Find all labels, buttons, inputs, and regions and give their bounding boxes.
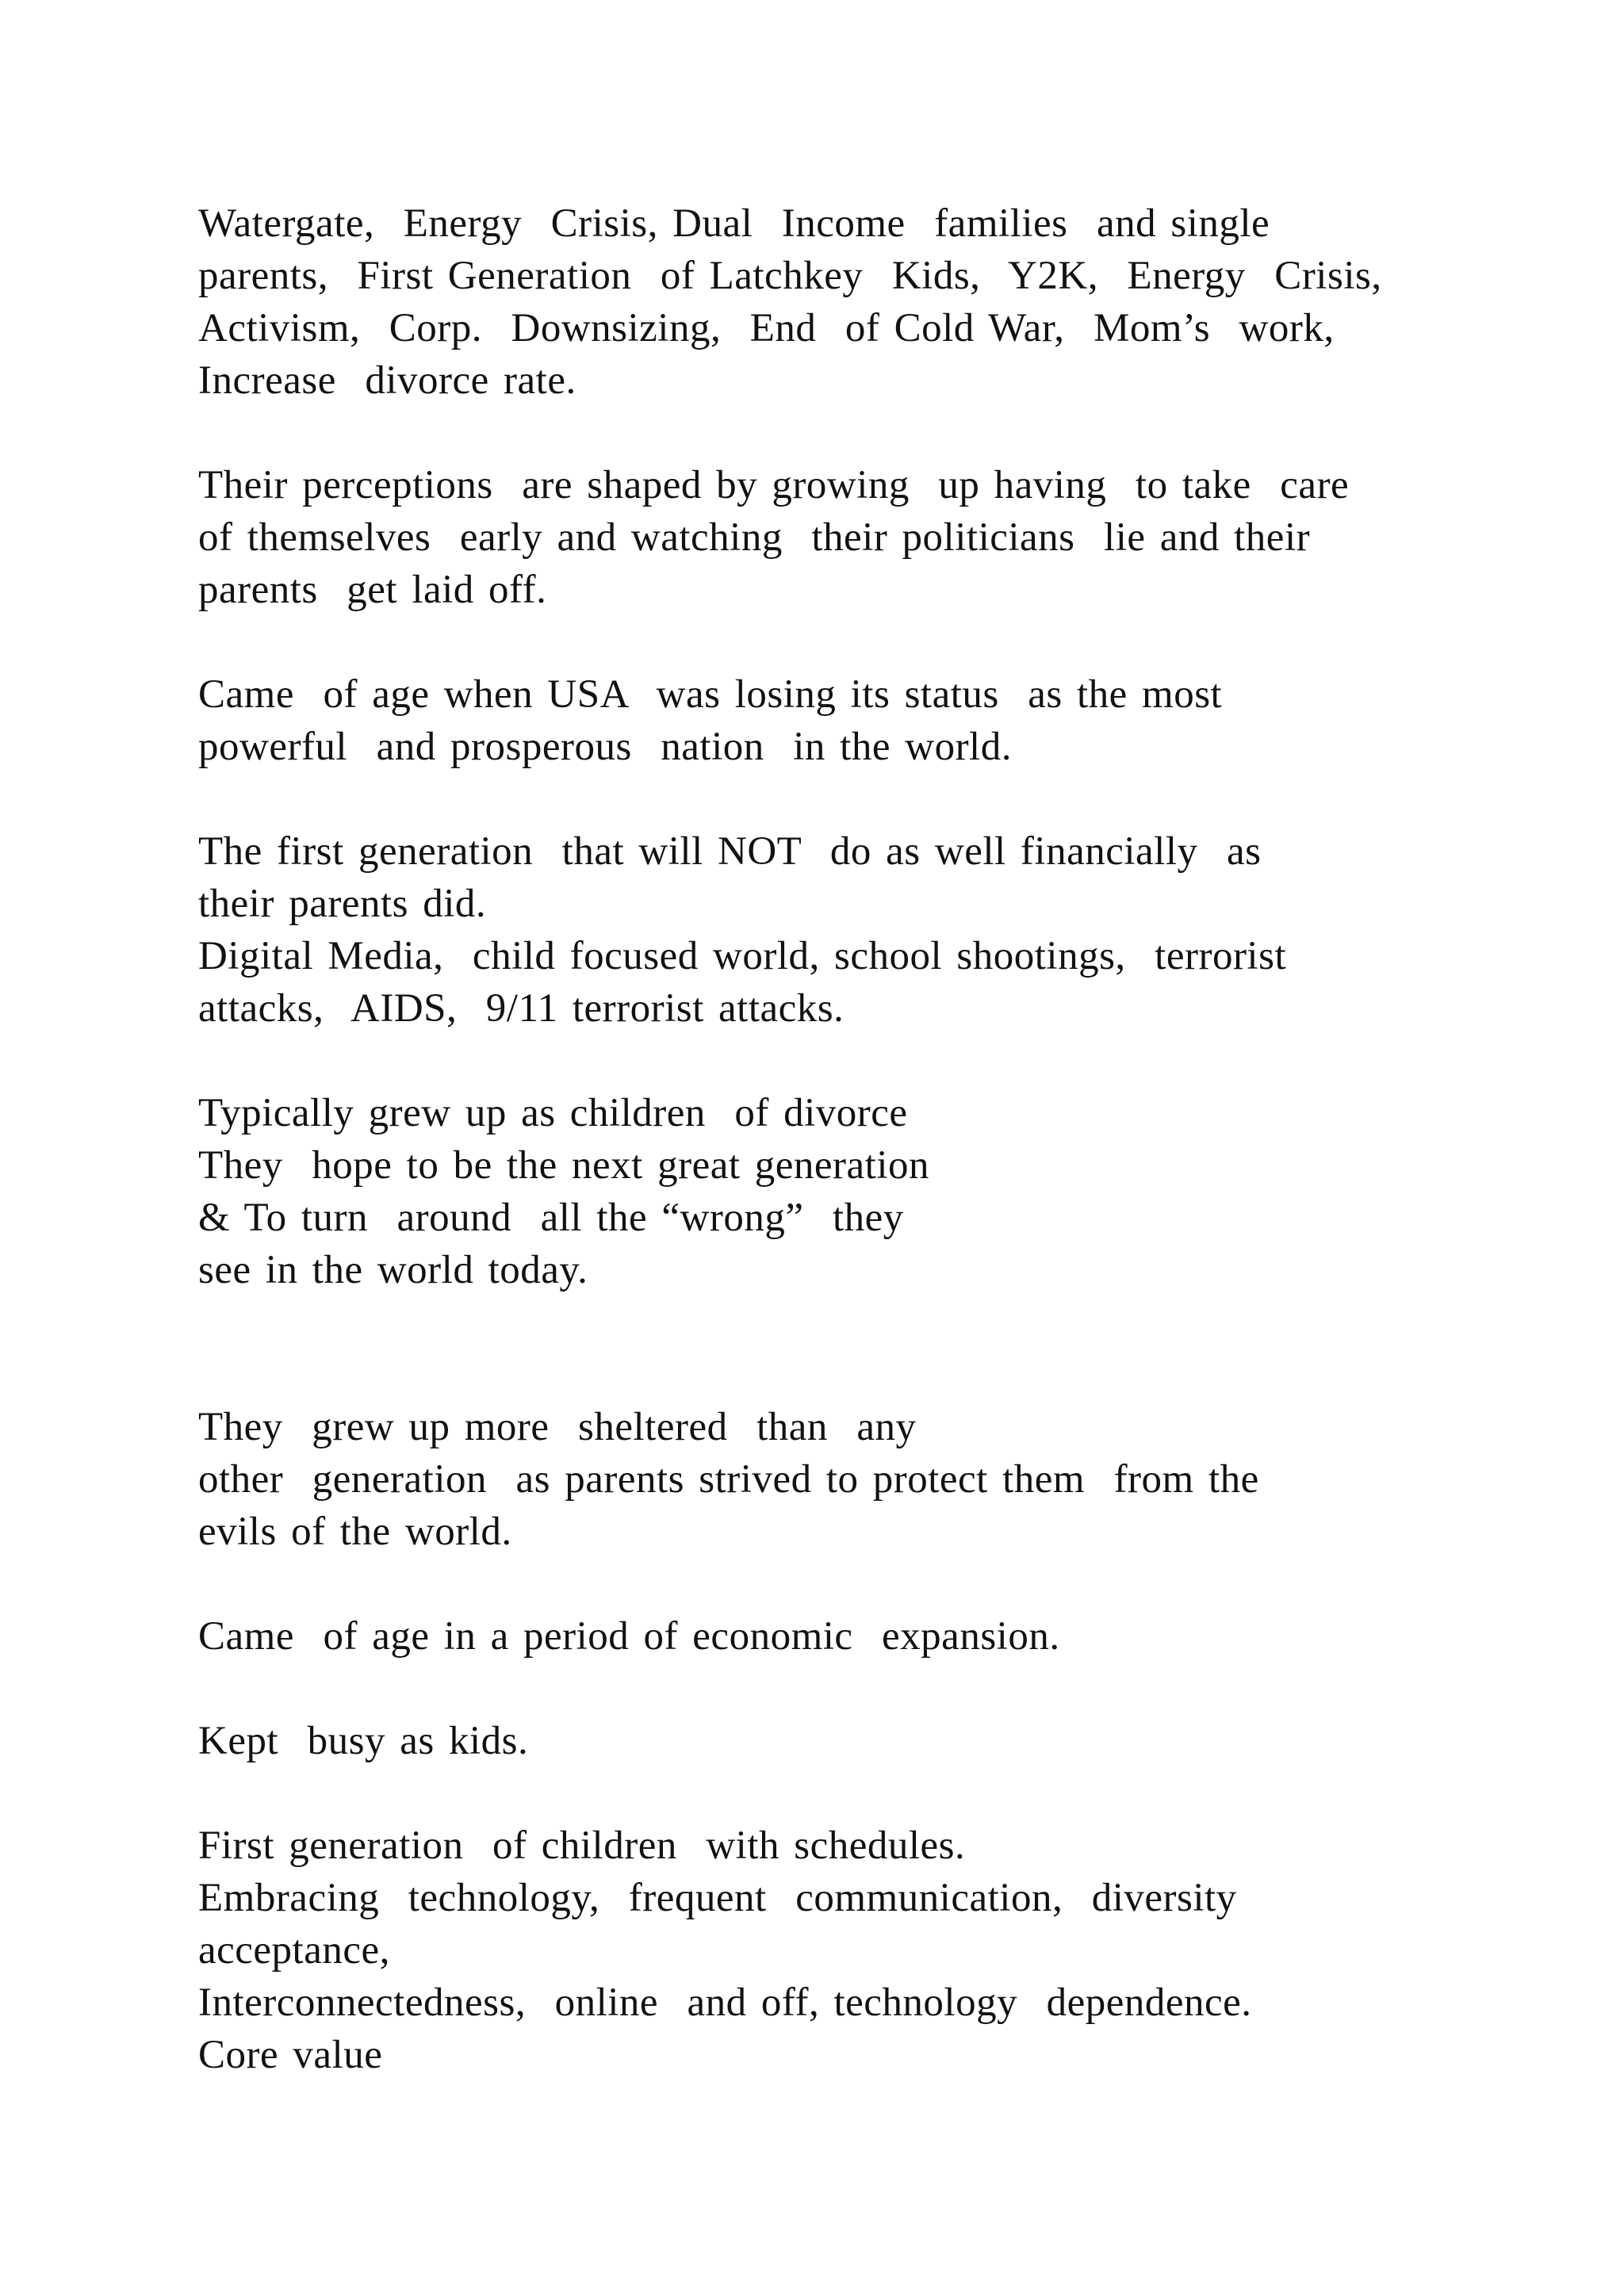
paragraph-9-line-1: First generation of children with schedules. [198, 1823, 966, 1868]
paragraph-6-line-2: other generation as parents strived to protect them from the [198, 1457, 1259, 1502]
paragraph-9-line-4: Interconnectedness, online and off, technology dependence. [198, 1980, 1252, 2025]
paragraph-6-line-3: evils of the world. [198, 1510, 512, 1554]
paragraph-2-line-2: of themselves early and watching their politicians lie and their [198, 515, 1311, 560]
paragraph-9-line-3: acceptance, [198, 1928, 390, 1973]
paragraph-5-line-4: see in the world today. [198, 1248, 588, 1292]
paragraph-5-line-1: Typically grew up as children of divorce [198, 1091, 908, 1135]
paragraph-5-line-3: & To turn around all the “wrong” they [198, 1196, 904, 1240]
paragraph-1-line-2: parents, First Generation of Latchkey Kids, Y2K, Energy Crisis, [198, 254, 1382, 298]
paragraph-9-line-5: Core value [198, 2033, 383, 2077]
paragraph-3-line-1: Came of age when USA was losing its status as the most [198, 672, 1223, 717]
paragraph-1-line-4: Increase divorce rate. [198, 358, 576, 403]
paragraph-7-line-1: Came of age in a period of economic expansion. [198, 1614, 1060, 1659]
paragraph-8-line-1: Kept busy as kids. [198, 1719, 529, 1763]
paragraph-4-line-2: their parents did. [198, 882, 487, 926]
paragraph-2-line-3: parents get laid off. [198, 568, 547, 612]
paragraph-4-line-1: The first generation that will NOT do as well financially as [198, 829, 1262, 874]
paragraph-1-line-1: Watergate, Energy Crisis, Dual Income families and single [198, 201, 1270, 246]
paragraph-5-line-2: They hope to be the next great generation [198, 1143, 929, 1188]
paragraph-4-line-3: Digital Media, child focused world, school shootings, terrorist [198, 934, 1287, 978]
paragraph-2-line-1: Their perceptions are shaped by growing up having to take care [198, 463, 1350, 507]
paragraph-3-line-2: powerful and prosperous nation in the world. [198, 725, 1012, 769]
paragraph-1-line-3: Activism, Corp. Downsizing, End of Cold War, Mom’s work, [198, 306, 1335, 350]
paragraph-9-line-2: Embracing technology, frequent communication, diversity [198, 1876, 1237, 1920]
paragraph-6-line-1: They grew up more sheltered than any [198, 1405, 917, 1449]
paragraph-4-line-4: attacks, AIDS, 9/11 terrorist attacks. [198, 986, 845, 1031]
